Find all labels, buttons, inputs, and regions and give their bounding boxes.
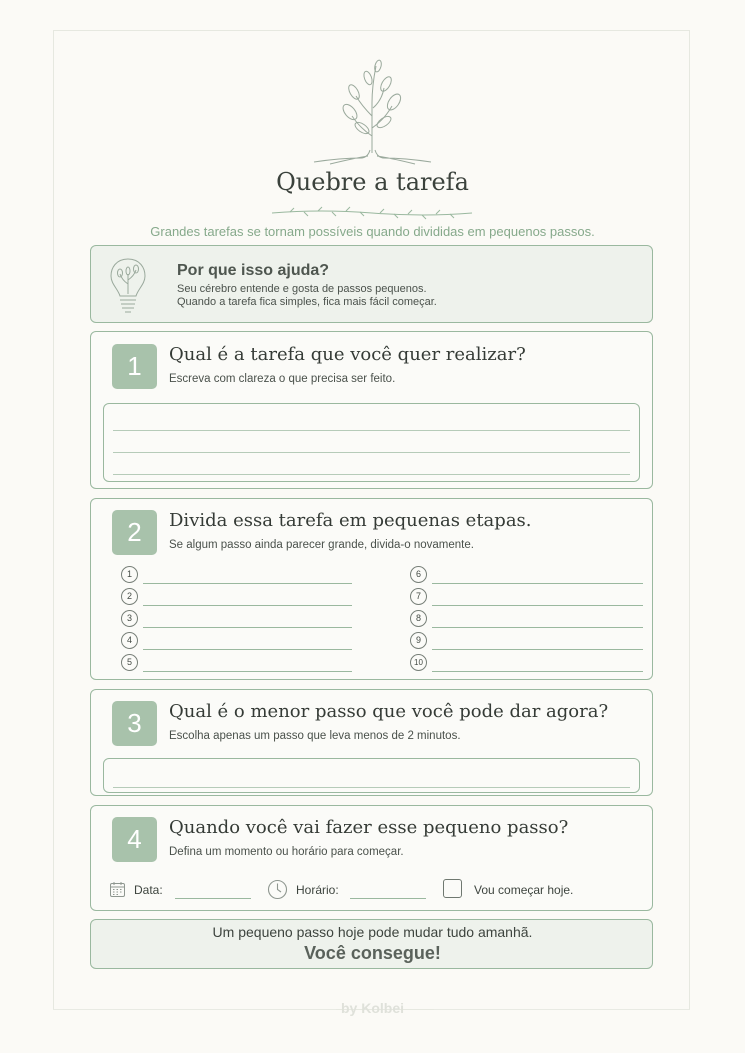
clock-icon	[267, 879, 288, 900]
start-today-checkbox[interactable]	[443, 879, 462, 898]
start-today-label: Vou começar hoje.	[474, 883, 574, 897]
question-heading-2: Divida essa tarefa em pequenas etapas.	[169, 510, 532, 531]
step-circle: 7	[410, 588, 427, 605]
date-label: Data:	[134, 883, 163, 897]
page-title: Quebre a tarefa	[276, 168, 469, 196]
writing-line	[113, 430, 630, 431]
step-underline	[432, 649, 643, 650]
lightbulb-icon	[108, 256, 148, 316]
question-sub-2: Se algum passo ainda parecer grande, divida-o novamente.	[169, 539, 474, 551]
step-underline	[143, 605, 352, 606]
step-circle: 9	[410, 632, 427, 649]
step-circle: 5	[121, 654, 138, 671]
step-number-1: 1	[112, 344, 157, 389]
step-underline	[432, 627, 643, 628]
question-sub-3: Escolha apenas um passo que leva menos de 2 minutos.	[169, 730, 461, 742]
step-number-4: 4	[112, 817, 157, 862]
writing-line	[113, 474, 630, 475]
step-line-6[interactable]	[410, 566, 643, 584]
question-sub-4: Defina um momento ou horário para começar.	[169, 846, 404, 858]
time-input-line[interactable]	[350, 898, 426, 899]
step-line-10[interactable]	[410, 654, 643, 672]
step-underline	[143, 649, 352, 650]
why-text	[177, 283, 437, 309]
why-heading: Por que isso ajuda?	[177, 262, 330, 279]
byline-rule-right	[434, 1009, 690, 1010]
byline: by Kolbei	[340, 1000, 404, 1016]
encouragement-headline: Você consegue!	[304, 943, 441, 963]
step-number-3: 3	[112, 701, 157, 746]
question-heading-4: Quando você vai fazer esse pequeno passo?	[169, 817, 569, 838]
date-input-line[interactable]	[175, 898, 251, 899]
step-underline	[432, 583, 643, 584]
step-line-3[interactable]	[121, 610, 352, 628]
encouragement-card	[90, 919, 653, 969]
step-line-8[interactable]	[410, 610, 643, 628]
step-line-5[interactable]	[121, 654, 352, 672]
page-subtitle: Grandes tarefas se tornam possíveis quando divididas em pequenos passos.	[150, 224, 595, 239]
step-line-1[interactable]	[121, 566, 352, 584]
vine-divider-icon	[270, 206, 474, 220]
question-heading-1: Qual é a tarefa que você quer realizar?	[169, 344, 526, 365]
step-line-7[interactable]	[410, 588, 643, 606]
step-line-2[interactable]	[121, 588, 352, 606]
step-circle: 2	[121, 588, 138, 605]
why-line-2: Quando a tarefa fica simples, fica mais fácil começar.	[177, 296, 437, 308]
writing-line	[113, 452, 630, 453]
step-circle: 4	[121, 632, 138, 649]
why-line-1: Seu cérebro entende e gosta de passos pequenos.	[177, 283, 427, 295]
step-circle: 3	[121, 610, 138, 627]
step-underline	[432, 605, 643, 606]
encouragement-line: Um pequeno passo hoje pode mudar tudo amanhã.	[212, 924, 533, 940]
writing-line	[113, 787, 630, 788]
step-underline	[143, 627, 352, 628]
time-label: Horário:	[296, 883, 339, 897]
step-number-2: 2	[112, 510, 157, 555]
smallest-step-field[interactable]	[103, 758, 640, 793]
step-line-4[interactable]	[121, 632, 352, 650]
question-heading-3: Qual é o menor passo que você pode dar agora?	[169, 701, 609, 722]
step-circle: 8	[410, 610, 427, 627]
question-sub-1: Escreva com clareza o que precisa ser feito.	[169, 373, 396, 385]
step-circle: 1	[121, 566, 138, 583]
plant-icon	[310, 58, 435, 166]
task-text-area[interactable]	[103, 403, 640, 482]
step-line-9[interactable]	[410, 632, 643, 650]
step-underline	[143, 671, 352, 672]
step-circle: 6	[410, 566, 427, 583]
step-circle: 10	[410, 654, 427, 671]
calendar-icon	[109, 881, 126, 898]
step-underline	[143, 583, 352, 584]
step-underline	[432, 671, 643, 672]
